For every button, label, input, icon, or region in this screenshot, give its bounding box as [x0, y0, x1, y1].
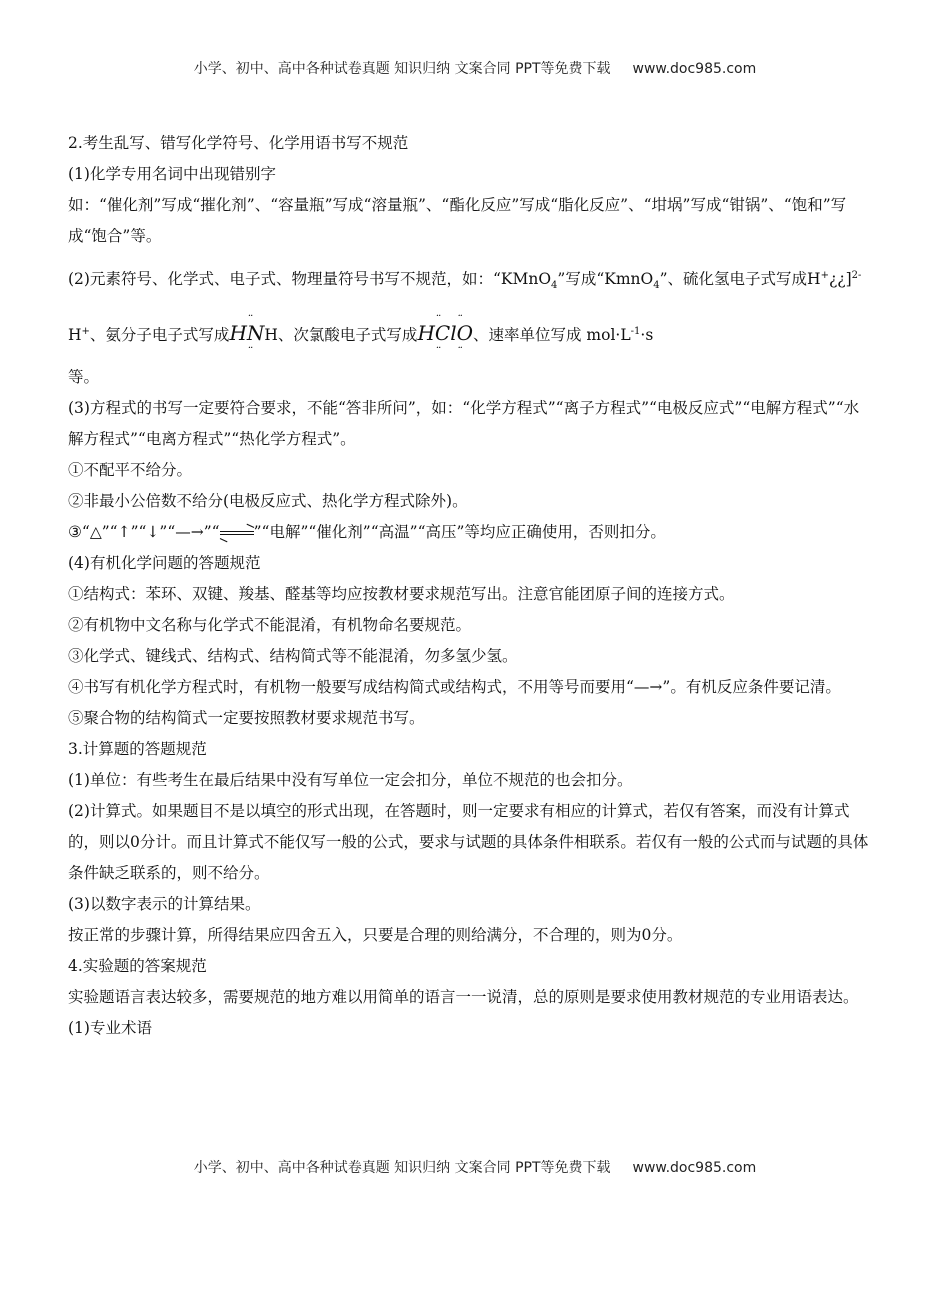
- text-run: ·s: [640, 326, 654, 344]
- superscript: +: [820, 269, 829, 281]
- subheading-2-1: (1)化学专用名词中出现错别字: [68, 165, 276, 183]
- rule-2: ②非最小公倍数不给分(电极反应式、热化学方程式除外)。: [68, 492, 468, 510]
- page-footer: [0, 1157, 950, 1177]
- text-run: 、次氯酸电子式写成: [277, 326, 418, 344]
- superscript: +: [81, 325, 90, 337]
- section-heading-4: 4.实验题的答案规范: [68, 957, 207, 975]
- text-run: ”“电解”“催化剂”“高温”“高压”等均应正确使用，否则扣分。: [253, 523, 666, 541]
- subheading-equations: (3)方程式的书写一定要符合要求，不能“答非所问”，如：“化学方程式”“离子方程式”“电极反应式”“电解方程式”“水解方程式”“电离方程式”“热化学方程式”。: [68, 399, 860, 448]
- organic-rule-4: ④书写有机化学方程式时，有机物一般要写成结构简式或结构式，不用等号而要用“—→”。有机反应条件要记清。: [68, 678, 841, 696]
- rule-1: ①不配平不给分。: [68, 461, 193, 479]
- header-url[interactable]: www.doc985.com: [632, 61, 757, 77]
- nh3-electron-formula: [229, 321, 265, 345]
- calc-rule-3-detail: 按正常的步骤计算，所得结果应四舍五入，只要是合理的则给满分，不合理的，则为0分。: [68, 926, 683, 944]
- text-run: ”、硫化氢电子式写成H: [659, 270, 821, 288]
- section-heading-3: 3.计算题的答题规范: [68, 740, 207, 758]
- text-run: H: [264, 326, 278, 344]
- subscript: 4: [653, 280, 660, 292]
- hclo-h: H: [417, 321, 435, 345]
- header-text: 小学、初中、高中各种试卷真题 知识归纳 文案合同 PPT等免费下载: [193, 61, 611, 77]
- superscript: -1: [630, 325, 641, 337]
- hclo-electron-formula: [417, 321, 473, 345]
- calc-rule-2: (2)计算式。如果题目不是以填空的形式出现，在答题时，则一定要求有相应的计算式，若仅有答案，而没有计算式的，则以0分计。而且计算式不能仅写一般的公式，要求与试题的具体条件相联系。若仅有一般的公式而与试题的具体条件缺乏联系的，则不给分。: [68, 802, 869, 882]
- text-run: ”写成“KmnO: [557, 270, 654, 288]
- calc-rule-3: (3)以数字表示的计算结果。: [68, 895, 261, 913]
- organic-rule-3: ③化学式、键线式、结构式、结构简式等不能混淆，勿多氢少氢。: [68, 647, 518, 665]
- section-heading-2: 2.考生乱写、错写化学符号、化学用语书写不规范: [68, 134, 409, 152]
- footer-text: 小学、初中、高中各种试卷真题 知识归纳 文案合同 PPT等免费下载: [193, 1160, 611, 1176]
- subheading-organic: (4)有机化学问题的答题规范: [68, 554, 261, 572]
- document-body: [68, 128, 874, 1044]
- reversible-arrow-icon: [220, 531, 254, 535]
- hclo-o: ·· O ··: [457, 306, 473, 360]
- subheading-terms: (1)专业术语: [68, 1019, 152, 1037]
- hclo-cl: ·· Cl ··: [435, 306, 457, 360]
- paragraph-typos: 如：“催化剂”写成“摧化剂”、“容量瓶”写成“溶量瓶”、“酯化反应”写成“脂化反应”、“坩埚”写成“钳锅”、“饱和”写成“饱合”等。: [68, 196, 847, 245]
- nh3-h: H: [229, 321, 247, 345]
- organic-rule-1: ①结构式：苯环、双键、羧基、醛基等均应按教材要求规范写出。注意官能团原子间的连接方式。: [68, 585, 735, 603]
- text-run: H: [68, 326, 82, 344]
- page-header: [0, 58, 950, 78]
- organic-rule-5: ⑤聚合物的结构简式一定要按照教材要求规范书写。: [68, 709, 425, 727]
- text-run: 、氨分子电子式写成: [89, 326, 230, 344]
- rule-3: [68, 517, 874, 548]
- superscript: 2-: [851, 269, 862, 281]
- text-run: (2)元素符号、化学式、电子式、物理量符号书写不规范，如：“KMnO: [68, 270, 552, 288]
- text-run: 、速率单位写成 mol·L: [473, 326, 631, 344]
- text-run: ③“△”“↑”“↓”“—→”“: [68, 523, 220, 541]
- paragraph-symbols: [68, 252, 874, 362]
- subscript: 4: [551, 280, 558, 292]
- experiment-intro: 实验题语言表达较多，需要规范的地方难以用简单的语言一一说清，总的原则是要求使用教材规范的专业用语表达。: [68, 988, 859, 1006]
- text-run: ¿¿]: [828, 270, 852, 288]
- calc-rule-1: (1)单位：有些考生在最后结果中没有写单位一定会扣分，单位不规范的也会扣分。: [68, 771, 633, 789]
- footer-url[interactable]: www.doc985.com: [632, 1160, 757, 1176]
- paragraph-etc: 等。: [68, 368, 100, 386]
- organic-rule-2: ②有机物中文名称与化学式不能混淆，有机物命名要规范。: [68, 616, 472, 634]
- nh3-n: ·· N ··: [247, 306, 265, 360]
